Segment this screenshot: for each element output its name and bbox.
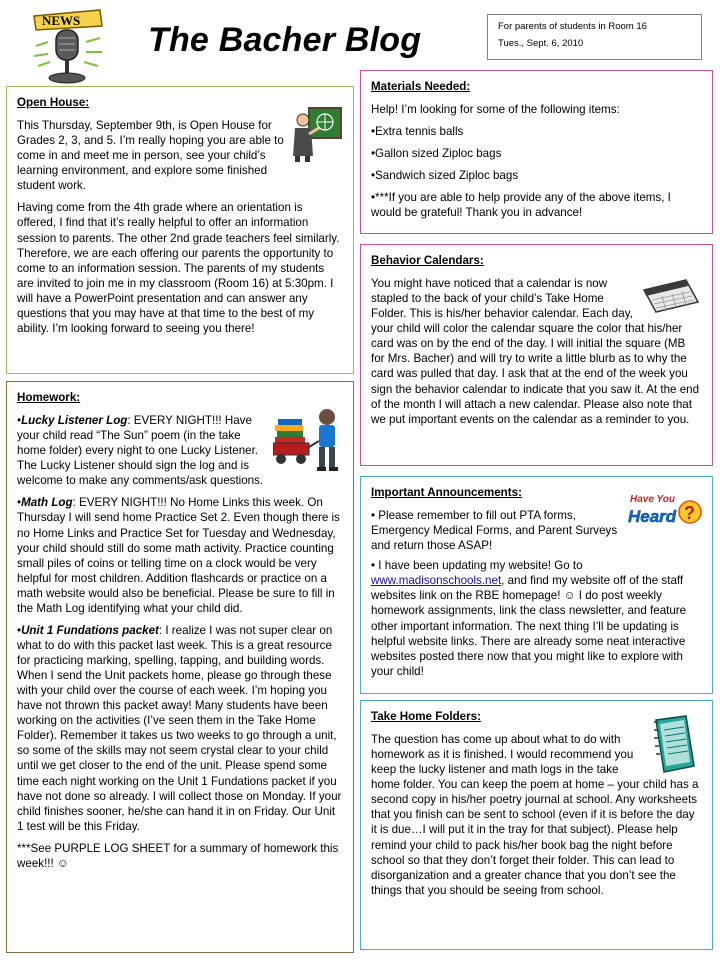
list-item: •Unit 1 Fundations packet: I realize I was not super clear on what to do with this packet last week. This is a great resource for practicing marking, spelling, tapping, and building words. When I send the Unit packets home, please go through these with your child over the course of each week. I’m hoping you have not thrown this packet away! Many students have been working on the activities (I’ve seen them in the Take Home Folder). Remember it takes us two weeks to go through a unit, so some of the skills may not seem crystal clear to your child until we get closer to the end of the unit. Please spend some time each night working on the Unit 1 Fundations packet if you have not done so already. I will collect those on Monday. If your child finishes sooner, he/she can hand it in on Friday. Our Unit 1 test will be this Friday. bbox=[17, 623, 342, 833]
page-title: The Bacher Blog bbox=[148, 21, 422, 59]
behavior-heading: Behavior Calendars: bbox=[371, 254, 484, 267]
lucky-listener-text: : EVERY NIGHT!!! Have your child read “The Sun” poem (in the take home folder) every night to one Lucky Listener. The Lucky Listener should sign the log and is welcome to make any comments/ask questions. bbox=[17, 414, 264, 488]
fundations-text: : I realize I was not super clear on what to do with this packet last week. This is a great resource for practicing marking, spelling, tapping, and building words. When I send the Unit packets home, please go through these with your child over the course of each week. I’m hoping you have not thrown this packet away! Many students have been working on the activities (I’ve seen them in the Take Home Folder). Remember it takes us two weeks to go through a unit, so some of the skills may not seem crystal clear to your child until we get closer to the end of the unit. Please spend some time each night working on the Unit 1 Fundations packet if you have not done so already. I will collect those on Monday. If your child finishes sooner, he/she can hand it in on Friday. Our Unit 1 test will be this Friday. bbox=[17, 623, 342, 833]
announcement-item-2 bbox=[371, 558, 702, 679]
announcement-item-2-pre: • I have been updating my website! Go to bbox=[371, 559, 583, 573]
list-item: •Math Log: EVERY NIGHT!!! No Home Links this week. On Thursday I will send home Practice Set 2. Even though there is no Home Links and Practice Set for Tuesday and Wednesday, your child should still do some math activity. Practice counting small piles of coins or telling time on a clock would be very helpful for most children. Addition flashcards or practice on a math website would also be beneficial. Please be sure to fill in the Math Log identifying what your child did. bbox=[17, 496, 340, 615]
school-website-link[interactable]: www.madisonschools.net bbox=[371, 574, 502, 588]
lucky-listener-title: Lucky Listener Log bbox=[21, 414, 128, 428]
announcements-heading: Important Announcements: bbox=[371, 486, 522, 499]
materials-intro: Help! I’m looking for some of the following items: bbox=[371, 103, 620, 117]
news-logo bbox=[30, 6, 106, 86]
open-house-p1: This Thursday, September 9th, is Open House for Grades 2, 3, and 5. I’m really hoping you are able to come in and meet me in person, see your child’s learning environment, and explore some finished student work. bbox=[17, 119, 284, 193]
news-logo-text: NEWS bbox=[42, 13, 81, 28]
issue-date: Tues., Sept. 6, 2010 bbox=[498, 37, 584, 49]
fundations-title: Unit 1 Fundations packet bbox=[21, 623, 159, 637]
news-microphone-icon bbox=[30, 6, 106, 86]
announcements-section bbox=[360, 476, 713, 694]
calendar-icon bbox=[640, 276, 702, 316]
math-log-text: : EVERY NIGHT!!! No Home Links this week. On Thursday I will send home Practice Set 2. Even though there is no Home Links and Practice Set for Tuesday and Wednesday, your child should still do some math activity. Practice counting small piles of coins or telling time on a clock would be very helpful for most children. Addition flashcards or practice on a math website would also be beneficial. Please be sure to fill in the Math Log identifying what your child did. bbox=[17, 496, 340, 615]
math-log-title: Math Log bbox=[21, 496, 73, 510]
homework-section bbox=[6, 381, 354, 953]
announcement-item-1: • Please remember to fill out PTA forms, Emergency Medical Forms, and Parent Surveys and return those ASAP! bbox=[371, 509, 618, 553]
homework-heading: Homework: bbox=[17, 391, 81, 404]
teacher-chalkboard-icon bbox=[291, 106, 343, 164]
open-house-section bbox=[6, 86, 354, 374]
folders-section bbox=[360, 700, 713, 950]
boy-with-books-wagon-icon bbox=[273, 407, 343, 475]
list-item: •Lucky Listener Log: EVERY NIGHT!!! Have your child read “The Sun” poem (in the take home folder) every night to one Lucky Listener. The Lucky Listener should sign the log and is welcome to make any comments/ask questions. bbox=[17, 414, 264, 488]
badge-mark: ? bbox=[684, 503, 695, 524]
materials-section bbox=[360, 70, 713, 234]
list-item: •Gallon sized Ziploc bags bbox=[371, 147, 502, 161]
homework-footer: ***See PURPLE LOG SHEET for a summary of homework this week!!! ☺ bbox=[17, 841, 339, 870]
behavior-body: You might have noticed that a calendar is now stapled to the back of your child’s Take Home Folder. This is his/her behavior calendar. Each day, your child will color the calendar square the color that his/her card was on by the end of the day. I will initial the square (MB for Mrs. Bacher) and will try to write a little blurb as to why the card was pulled that day. I ask that at the end of the week you sign the behavior calendar to indicate that you saw it. At the end of the month I will attach a new calendar. Please also note that we put important events on the calendar as a reminder to you. bbox=[371, 277, 700, 426]
list-item: •***If you are able to help provide any of the above items, I would be grateful! Thank you in advance! bbox=[371, 191, 671, 220]
list-item: •Sandwich sized Ziploc bags bbox=[371, 169, 519, 183]
folders-heading: Take Home Folders: bbox=[371, 710, 481, 723]
audience-text: For parents of students in Room 16 bbox=[498, 21, 647, 32]
announcement-item-2-post: , and find my website off of the staff websites link on the RBE homepage! ☺ I do post weekly homework assignments, link the class newsletter, and feature other important information. The next thing I’ll be updating is helpful website links. There are already some neat interactive websites posted there now that you might like to explore with your child! bbox=[371, 574, 687, 678]
header-info-box bbox=[487, 14, 702, 60]
behavior-section bbox=[360, 244, 713, 466]
homework-list bbox=[17, 413, 343, 834]
list-item: •Extra tennis balls bbox=[371, 125, 464, 139]
folder-notebook-icon bbox=[652, 714, 698, 774]
materials-list bbox=[371, 124, 702, 220]
have-you-heard-badge bbox=[626, 490, 702, 532]
open-house-heading: Open House: bbox=[17, 96, 90, 109]
open-house-p2: Having come from the 4th grade where an orientation is offered, I find that it’s really helpful to offer an information session to parents. The other 2nd grade teachers feel similarly. Therefore, we are each offering our parents the opportunity to come to an information session. The parents of my students are invited to join me in my classroom (Room 16) at 5:30pm. I will have a PowerPoint presentation and can answer any questions that you may have at that time to the best of my ability. I’m looking forward to seeing you there! bbox=[17, 201, 340, 335]
folders-body: The question has come up about what to do with homework as it is finished. I would recommend you keep the lucky listener and math logs in the take home folder. You can keep the poem at home – your child has a second copy in his/her poetry journal at school. Any worksheets that you finish can be sent to school (even if it is before the day it is due…I will put it in the tray for that subject). Please help remind your child to pack his/her book bag the night before school so that they don’t forget their folder. This can lead to disorganization and a greater chance that you don’t see the things that you should be seeing from school. bbox=[371, 733, 699, 897]
materials-heading: Materials Needed: bbox=[371, 80, 471, 93]
badge-line1: Have You bbox=[630, 494, 676, 506]
badge-line2: Heard bbox=[628, 507, 677, 527]
